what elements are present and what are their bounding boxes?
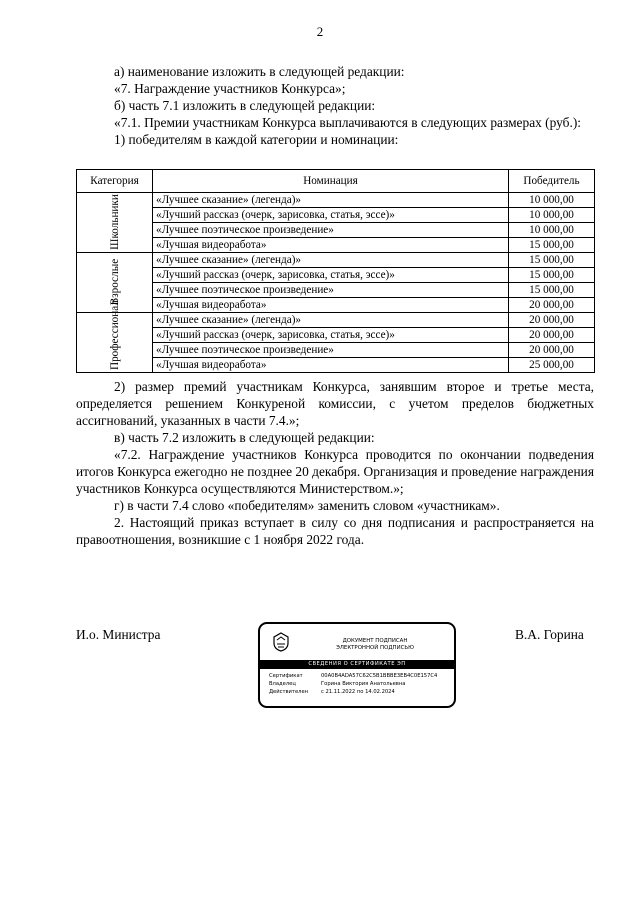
table-row xyxy=(77,313,595,328)
stamp-row xyxy=(269,680,437,688)
table-row xyxy=(77,193,595,208)
table-header-row xyxy=(77,170,595,193)
nomination-cell: «Лучшее поэтическое произведение» xyxy=(153,283,509,298)
owner-value: Горина Виктория Анатольевна xyxy=(321,681,406,687)
body-text-top xyxy=(76,63,594,148)
nomination-cell: «Лучшее сказание» (легенда)» xyxy=(153,253,509,268)
prize-cell: 20 000,00 xyxy=(509,298,595,313)
category-cell xyxy=(77,300,153,373)
prize-cell: 20 000,00 xyxy=(509,328,595,343)
nomination-cell: «Лучшая видеоработа» xyxy=(153,238,509,253)
nomination-cell: «Лучшее поэтическое произведение» xyxy=(153,343,509,358)
nomination-cell: «Лучшая видеоработа» xyxy=(153,298,509,313)
table-row xyxy=(77,238,595,253)
prize-cell: 15 000,00 xyxy=(509,283,595,298)
paragraph: «7.2. Награждение участников Конкурса проводится по окончании подведения итогов Конкурса ежегодно не позднее 20 декабря. Организация и проведение награждения участников Конкурса осуществляются Министерством.»; xyxy=(76,447,594,496)
signer-position: И.о. Министра xyxy=(76,627,161,642)
valid-value: с 21.11.2022 по 14.02.2024 xyxy=(321,689,395,695)
stamp-header xyxy=(300,638,450,652)
prize-cell: 20 000,00 xyxy=(509,313,595,328)
paragraph: 2) размер премий участникам Конкурса, занявшим второе и третье места, определяется решением Конкуреной комиссии, с учетом пределов бюджетных ассигнований, указанных в части 7.4.»; xyxy=(76,379,594,428)
stamp-row xyxy=(269,688,437,696)
paragraph: а) наименование изложить в следующей редакции: xyxy=(114,64,405,79)
prize-cell: 10 000,00 xyxy=(509,193,595,208)
table-row xyxy=(77,343,595,358)
e-signature-stamp xyxy=(258,622,456,708)
paragraph: «7. Награждение участников Конкурса»; xyxy=(114,81,346,96)
owner-label: Владелец xyxy=(269,681,296,687)
stamp-details xyxy=(269,672,437,696)
signer-name: В.А. Горина xyxy=(515,627,584,642)
category-label: Профессионал xyxy=(108,300,121,370)
category-label: Школьники xyxy=(108,194,121,250)
header-winner: Победитель xyxy=(509,170,595,193)
table-row xyxy=(77,328,595,343)
page-number: 2 xyxy=(316,24,324,39)
valid-label: Действителен xyxy=(269,689,309,695)
prize-cell: 10 000,00 xyxy=(509,208,595,223)
prize-cell: 25 000,00 xyxy=(509,358,595,373)
table-row xyxy=(77,298,595,313)
nomination-cell: «Лучший рассказ (очерк, зарисовка, статья, эссе)» xyxy=(153,328,509,343)
header-category: Категория xyxy=(77,170,153,193)
stamp-bar: СВЕДЕНИЯ О СЕРТИФИКАТЕ ЭП xyxy=(260,660,454,669)
prize-cell: 10 000,00 xyxy=(509,223,595,238)
table-row xyxy=(77,208,595,223)
header-nomination: Номинация xyxy=(153,170,509,193)
stamp-header-line: ЭЛЕКТРОННОЙ ПОДПИСЬЮ xyxy=(336,645,414,651)
prize-cell: 15 000,00 xyxy=(509,268,595,283)
prizes-table xyxy=(76,169,595,373)
paragraph: «7.1. Премии участникам Конкурса выплачиваются в следующих размерах (руб.): xyxy=(114,115,582,130)
nomination-cell: «Лучшее сказание» (легенда)» xyxy=(153,313,509,328)
table-row xyxy=(77,268,595,283)
stamp-header-line: ДОКУМЕНТ ПОДПИСАН xyxy=(342,638,408,644)
paragraph: б) часть 7.1 изложить в следующей редакции: xyxy=(114,98,376,113)
table-row xyxy=(77,283,595,298)
prize-cell: 15 000,00 xyxy=(509,253,595,268)
cert-label: Сертификат xyxy=(269,673,303,679)
paragraph: 1) победителям в каждой категории и номинации: xyxy=(114,132,399,147)
body-text-bottom xyxy=(76,378,594,548)
cert-value: 00A0B4ADA57C62C5B1BBBE3EB4C0E157C4 xyxy=(321,673,438,679)
nomination-cell: «Лучшая видеоработа» xyxy=(153,358,509,373)
coat-of-arms-icon xyxy=(272,632,290,652)
table-row xyxy=(77,358,595,373)
paragraph: в) часть 7.2 изложить в следующей редакции: xyxy=(114,430,375,445)
nomination-cell: «Лучшее сказание» (легенда)» xyxy=(153,193,509,208)
nomination-cell: «Лучший рассказ (очерк, зарисовка, статья, эссе)» xyxy=(153,268,509,283)
stamp-row xyxy=(269,672,437,680)
nomination-cell: «Лучшее поэтическое произведение» xyxy=(153,223,509,238)
nomination-cell: «Лучший рассказ (очерк, зарисовка, статья, эссе)» xyxy=(153,208,509,223)
table-row xyxy=(77,223,595,238)
prize-cell: 20 000,00 xyxy=(509,343,595,358)
table-row xyxy=(77,253,595,268)
category-label: Взрослые xyxy=(108,258,121,306)
category-cell xyxy=(77,193,153,253)
prize-cell: 15 000,00 xyxy=(509,238,595,253)
paragraph: 2. Настоящий приказ вступает в силу со дня подписания и распространяется на правоотношения, возникшие с 1 ноября 2022 года. xyxy=(76,515,594,547)
paragraph: г) в части 7.4 слово «победителям» заменить словом «участникам». xyxy=(114,498,500,513)
